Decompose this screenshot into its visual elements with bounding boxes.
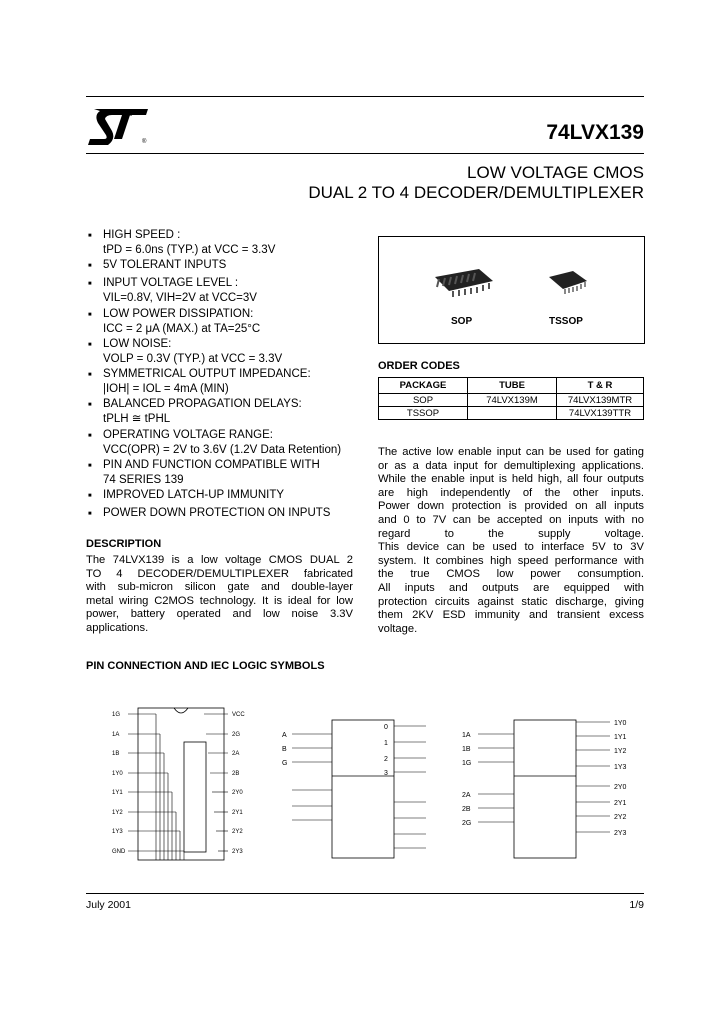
col-package: PACKAGE: [379, 378, 468, 394]
text-line: All inputs and outputs are equipped with: [378, 581, 644, 594]
description-text: [86, 554, 353, 636]
package-images-box: [378, 236, 645, 344]
col-tr: T & R: [557, 378, 644, 394]
header-rule: [86, 153, 644, 154]
feature-title: LOW NOISE:: [103, 338, 172, 350]
order-codes-heading: ORDER CODES: [378, 360, 460, 372]
bullet-icon: ■: [88, 312, 92, 318]
text-line: are high independently of the other inputs.: [378, 486, 644, 499]
bullet-icon: ■: [88, 511, 92, 517]
top-rule: [86, 96, 644, 97]
sym2-output: 1Y3: [614, 764, 627, 771]
feature-title: IMPROVED LATCH-UP IMMUNITY: [103, 489, 285, 501]
text-line: with sub-micron silicon gate and double-layer: [86, 581, 353, 594]
text-line: TO 4 DECODER/DEMULTIPLEXER fabricated: [86, 567, 353, 580]
pin-section-heading: PIN CONNECTION AND IEC LOGIC SYMBOLS: [86, 660, 325, 672]
sop-label: SOP: [451, 316, 473, 327]
tssop-package-icon: [547, 267, 591, 299]
text-line: voltage.: [378, 622, 418, 635]
table-row: [379, 407, 644, 420]
text-line: This device can be used to interface 5V to 3V: [378, 541, 644, 554]
pin-diagram: [86, 690, 644, 886]
bullet-icon: ■: [88, 372, 92, 378]
pin-label-left: GND: [112, 849, 126, 855]
text-line: or as a data input for demultiplexing applications.: [378, 459, 644, 472]
pin-label-left: 1Y2: [112, 810, 123, 816]
description-heading: DESCRIPTION: [86, 538, 162, 550]
pin-label-left: 1A: [112, 732, 120, 738]
feature-title: PIN AND FUNCTION COMPATIBLE WITH: [103, 459, 320, 471]
sym1-input: G: [282, 760, 288, 767]
feature-detail: |IOH| = IOL = 4mA (MIN): [103, 383, 229, 395]
text-line: metal wiring C2MOS technology. It is ideal for low: [86, 594, 353, 607]
pin-label-left: 1B: [112, 751, 120, 757]
bullet-icon: ■: [88, 463, 92, 469]
pin-label-right: 2Y0: [232, 790, 243, 796]
feature-title: LOW POWER DISSIPATION:: [103, 308, 254, 320]
footer-page: 1/9: [629, 899, 644, 911]
sym1-output: 1: [384, 740, 388, 747]
feature-detail: 74 SERIES 139: [103, 474, 184, 486]
feature-detail: VIL=0.8V, VIH=2V at VCC=3V: [103, 292, 257, 304]
subtitle-line1: LOW VOLTAGE CMOS: [467, 163, 644, 182]
text-line: Power down protection is provided on all inputs: [378, 500, 644, 513]
pin-label-right: 2Y2: [232, 829, 243, 835]
subtitle-line2: DUAL 2 TO 4 DECODER/DEMULTIPLEXER: [308, 183, 644, 202]
sym2-input: 1G: [462, 760, 472, 767]
sym2-output: 1Y2: [614, 748, 627, 755]
order-codes-table: [378, 377, 644, 420]
tssop-label: TSSOP: [549, 316, 583, 327]
feature-title: HIGH SPEED :: [103, 229, 181, 241]
text-line: regard to the supply voltage.: [378, 527, 644, 540]
right-description-text: [378, 446, 644, 636]
sym2-input: 1A: [462, 732, 471, 739]
feature-title: 5V TOLERANT INPUTS: [103, 259, 227, 271]
bullet-icon: ■: [88, 493, 92, 499]
text-line: The active low enable input can be used for gating: [378, 446, 644, 458]
pin-label-right: VCC: [232, 712, 245, 718]
sym2-output: 1Y0: [614, 720, 627, 727]
sym2-output: 2Y3: [614, 830, 627, 837]
table-cell: 74LVX139MTR: [557, 394, 644, 407]
pin-label-right: 2Y1: [232, 810, 243, 816]
feature-detail: VCC(OPR) = 2V to 3.6V (1.2V Data Retention): [103, 444, 342, 456]
feature-title: INPUT VOLTAGE LEVEL :: [103, 277, 239, 289]
text-line: them 2KV ESD immunity and transient excess: [378, 609, 644, 622]
footer-date: July 2001: [86, 899, 131, 911]
feature-title: SYMMETRICAL OUTPUT IMPEDANCE:: [103, 368, 311, 380]
bullet-icon: ■: [88, 281, 92, 287]
feature-detail: tPLH ≅ tPHL: [103, 413, 171, 425]
part-number: 74LVX139: [546, 121, 644, 144]
sym2-input: 2G: [462, 820, 472, 827]
sym2-input: 2A: [462, 792, 471, 799]
sym2-output: 2Y1: [614, 800, 627, 807]
text-line: power, battery operated and low noise 3.3V: [86, 608, 353, 621]
bullet-icon: ■: [88, 433, 92, 439]
pin-label-left: 1Y3: [112, 829, 123, 835]
sym2-output: 1Y1: [614, 734, 627, 741]
pin-label-left: 1Y0: [112, 771, 123, 777]
feature-title: OPERATING VOLTAGE RANGE:: [103, 429, 273, 441]
feature-detail: ICC = 2 μA (MAX.) at TA=25°C: [103, 323, 261, 335]
pin-label-right: 2G: [232, 732, 241, 738]
text-line: While the enable input is held high, all four outputs: [378, 473, 644, 486]
pin-label-right: 2A: [232, 751, 240, 757]
sym1-input: A: [282, 732, 287, 739]
pin-label-left: 1G: [112, 712, 121, 718]
feature-detail: VOLP = 0.3V (TYP.) at VCC = 3.3V: [103, 353, 283, 365]
sym2-input: 2B: [462, 806, 471, 813]
table-cell: SOP: [379, 394, 468, 407]
text-line: system. It combines high speed performance with: [378, 554, 644, 567]
table-cell: 74LVX139TTR: [557, 407, 644, 420]
table-row: [379, 394, 644, 407]
text-line: and 0 to 7V can be accepted on inputs with no: [378, 513, 644, 526]
sym2-input: 1B: [462, 746, 471, 753]
sym1-output: 3: [384, 770, 388, 777]
feature-title: BALANCED PROPAGATION DELAYS:: [103, 398, 302, 410]
pin-label-left: 1Y1: [112, 790, 123, 796]
table-cell: 74LVX139M: [468, 394, 557, 407]
sop-package-icon: [429, 263, 499, 301]
feature-title: POWER DOWN PROTECTION ON INPUTS: [103, 507, 331, 519]
footer-rule: [86, 893, 644, 894]
col-tube: TUBE: [468, 378, 557, 394]
text-line: the true CMOS low power consumption.: [378, 568, 644, 581]
table-cell: TSSOP: [379, 407, 468, 420]
bullet-icon: ■: [88, 233, 92, 239]
table-cell: [468, 407, 557, 420]
pin-label-right: 2Y3: [232, 849, 243, 855]
bullet-icon: ■: [88, 342, 92, 348]
text-line: The 74LVX139 is a low voltage CMOS DUAL 2: [86, 554, 353, 566]
bullet-icon: ■: [88, 263, 92, 269]
pin-label-right: 2B: [232, 771, 240, 777]
st-logo: ®: [86, 105, 154, 149]
sym1-input: B: [282, 746, 287, 753]
sym2-output: 2Y2: [614, 814, 627, 821]
text-line: applications.: [86, 621, 149, 634]
sym1-output: 0: [384, 724, 388, 731]
bullet-icon: ■: [88, 402, 92, 408]
sym2-output: 2Y0: [614, 784, 627, 791]
text-line: protection circuits against static discharge, giving: [378, 595, 644, 608]
feature-detail: tPD = 6.0ns (TYP.) at VCC = 3.3V: [103, 244, 276, 256]
sym1-output: 2: [384, 756, 388, 763]
